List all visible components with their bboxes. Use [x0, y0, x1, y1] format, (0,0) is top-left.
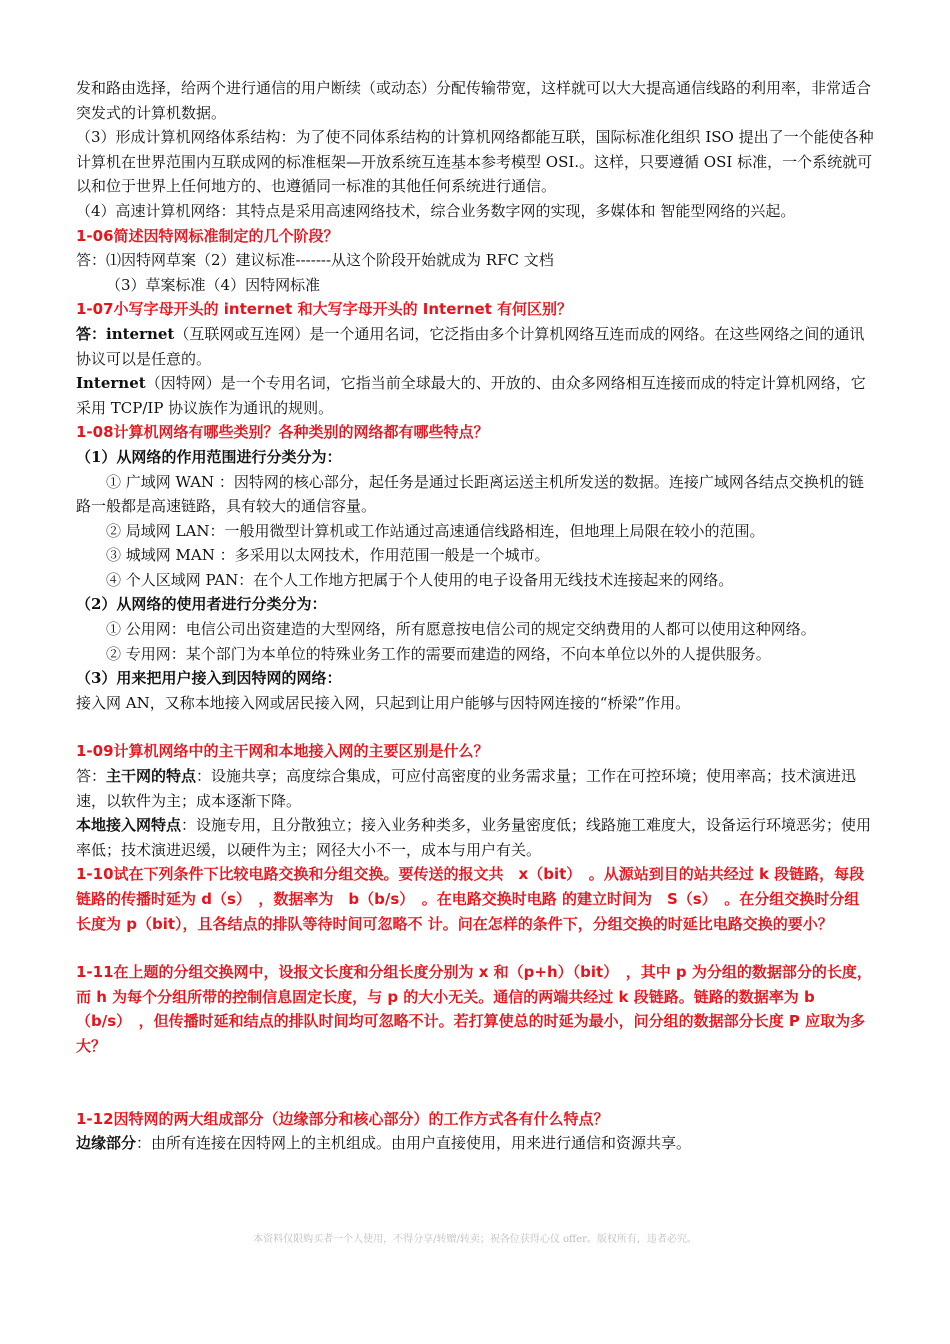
answer-line: 接入网 AN，又称本地接入网或居民接入网，只起到让用户能够与因特网连接的“桥梁”作用。	[76, 693, 691, 712]
answer-text: ：由所有连接在因特网上的主机组成。由用户直接使用，用来进行通信和资源共享。	[136, 1134, 692, 1153]
term-label: 边缘部分	[76, 1134, 137, 1153]
answer-line: 答：⑴因特网草案（2）建议标准-------从这个阶段开始就成为 RFC 文档	[76, 251, 554, 270]
spacer	[76, 715, 874, 739]
list-item: ② 专用网：某个部门为本单位的特殊业务工作的需要而建造的网络，不向本单位以外的人提供服务。	[106, 644, 771, 663]
copyright-footer: 本资料仅限购买者一个人使用，不得分享/转赠/转卖；祝各位获得心仪 offer。版权所有，违者必究。	[253, 1234, 697, 1245]
answer-paragraph	[76, 322, 874, 371]
answer-text: ：设施专用，且分散独立；接入业务种类多，业务量密度低；线路施工难度大，设备运行环境恶劣；使用率低；技术演进迟缓，以硬件为主；网径大小不一，成本与用户有关。	[76, 816, 872, 859]
sub-heading: （3）用来把用户接入到因特网的网络：	[76, 669, 342, 688]
answer-text: ：设施共享；高度综合集成，可应付高密度的业务需求量；工作在可控环境；使用率高；技术演进迅速，以软件为主；成本逐渐下降。	[76, 767, 857, 810]
question-heading: 1-11在上题的分组交换网中，设报文长度和分组长度分别为 x 和（p+h）（bit） ，其中 p 为分组的数据部分的长度，而 h 为每个分组所带的控制信息固定长度，与 p 的大小无关。通信的两端共经过 k 段链路。链路的数据率为 b（b/s） ，但传播时延和结点的排队时间均可忽略不计。若打算使总的时延为最小，问分组的数据部分长度 P 应取为多大？	[76, 963, 872, 1055]
question-heading: 1-12因特网的两大组成部分（边缘部分和核心部分）的工作方式各有什么特点？	[76, 1109, 609, 1128]
spacer	[76, 1059, 874, 1107]
list-item: ① 广域网 WAN ：因特网的核心部分，起任务是通过长距离运送主机所发送的数据。连接广域网各结点交换机的链路一般都是高速链路，具有较大的通信容量。	[76, 472, 864, 516]
sub-heading: （2）从网络的使用者进行分类分为：	[76, 595, 327, 614]
answer-paragraph	[76, 813, 874, 862]
sub-heading: （1）从网络的作用范围进行分类分为：	[76, 447, 342, 466]
paragraph: 发和路由选择，给两个进行通信的用户断续（或动态）分配传输带宽，这样就可以大大提高通信线路的利用率，非常适合突发式的计算机数据。	[76, 79, 872, 122]
list-item: ② 局域网 LAN：一般用微型计算机或工作站通过高速通信线路相连，但地理上局限在较小的范围。	[106, 521, 765, 540]
question-heading: 1-07小写字母开头的 internet 和大写字母开头的 Internet 有何区别？	[76, 300, 573, 319]
answer-line: （3）草案标准（4）因特网标准	[106, 275, 321, 294]
list-item: ③ 城域网 MAN ：多采用以太网技术，作用范围一般是一个城市。	[106, 546, 550, 565]
question-heading: 1-06简述因特网标准制定的几个阶段？	[76, 226, 339, 245]
term-label: 答：internet	[76, 324, 175, 343]
paragraph: （4）高速计算机网络：其特点是采用高速网络技术，综合业务数字网的实现，多媒体和 智能型网络的兴起。	[76, 201, 796, 220]
term-label: Internet	[76, 374, 146, 393]
answer-paragraph	[76, 371, 874, 420]
answer-text: （因特网）是一个专用名词，它指当前全球最大的、开放的、由众多网络相互连接而成的特定计算机网络，它采用 TCP/IP 协议族作为通讯的规则。	[76, 374, 866, 417]
list-item: ④ 个人区域网 PAN：在个人工作地方把属于个人使用的电子设备用无线技术连接起来的网络。	[106, 570, 734, 589]
spacer	[76, 936, 874, 960]
question-heading: 1-10试在下列条件下比较电路交换和分组交换。要传送的报文共 x（bit） 。从源站到目的站共经过 k 段链路，每段链路的传播时延为 d（s） ，数据率为 b（b/s） 。在电路交换时电路 的建立时间为 S（s） 。在分组交换时分组长度为 p（bit），且各结点的排队等待时间可忽略不 计。问在怎样的条件下，分组交换的时延比电路交换的要小？	[76, 865, 865, 933]
question-heading: 1-08计算机网络有哪些类别？各种类别的网络都有哪些特点？	[76, 423, 489, 442]
list-item: ① 公用网：电信公司出资建造的大型网络，所有愿意按电信公司的规定交纳费用的人都可以使用这种网络。	[106, 620, 816, 639]
term-label: 主干网的特点	[106, 767, 197, 786]
answer-paragraph	[76, 764, 874, 813]
document-page	[76, 76, 874, 1156]
term-label: 本地接入网特点	[76, 816, 182, 835]
paragraph: （3）形成计算机网络体系结构：为了使不同体系结构的计算机网络都能互联，国际标准化组织 ISO 提出了一个能使各种计算机在世界范围内互联成网的标准框架—开放系统互连基本参考模型 OSI.。这样，只要遵循 OSI 标准，一个系统就可以和位于世界上任何地方的、也遵循同一标准的其他任何系统进行通信。	[76, 128, 874, 196]
answer-text: （互联网或互连网）是一个通用名词，它泛指由多个计算机网络互连而成的网络。在这些网络之间的通讯协议可以是任意的。	[76, 324, 865, 368]
answer-prefix: 答：	[76, 767, 107, 786]
answer-paragraph	[76, 1131, 874, 1156]
question-heading: 1-09计算机网络中的主干网和本地接入网的主要区别是什么？	[76, 742, 489, 761]
